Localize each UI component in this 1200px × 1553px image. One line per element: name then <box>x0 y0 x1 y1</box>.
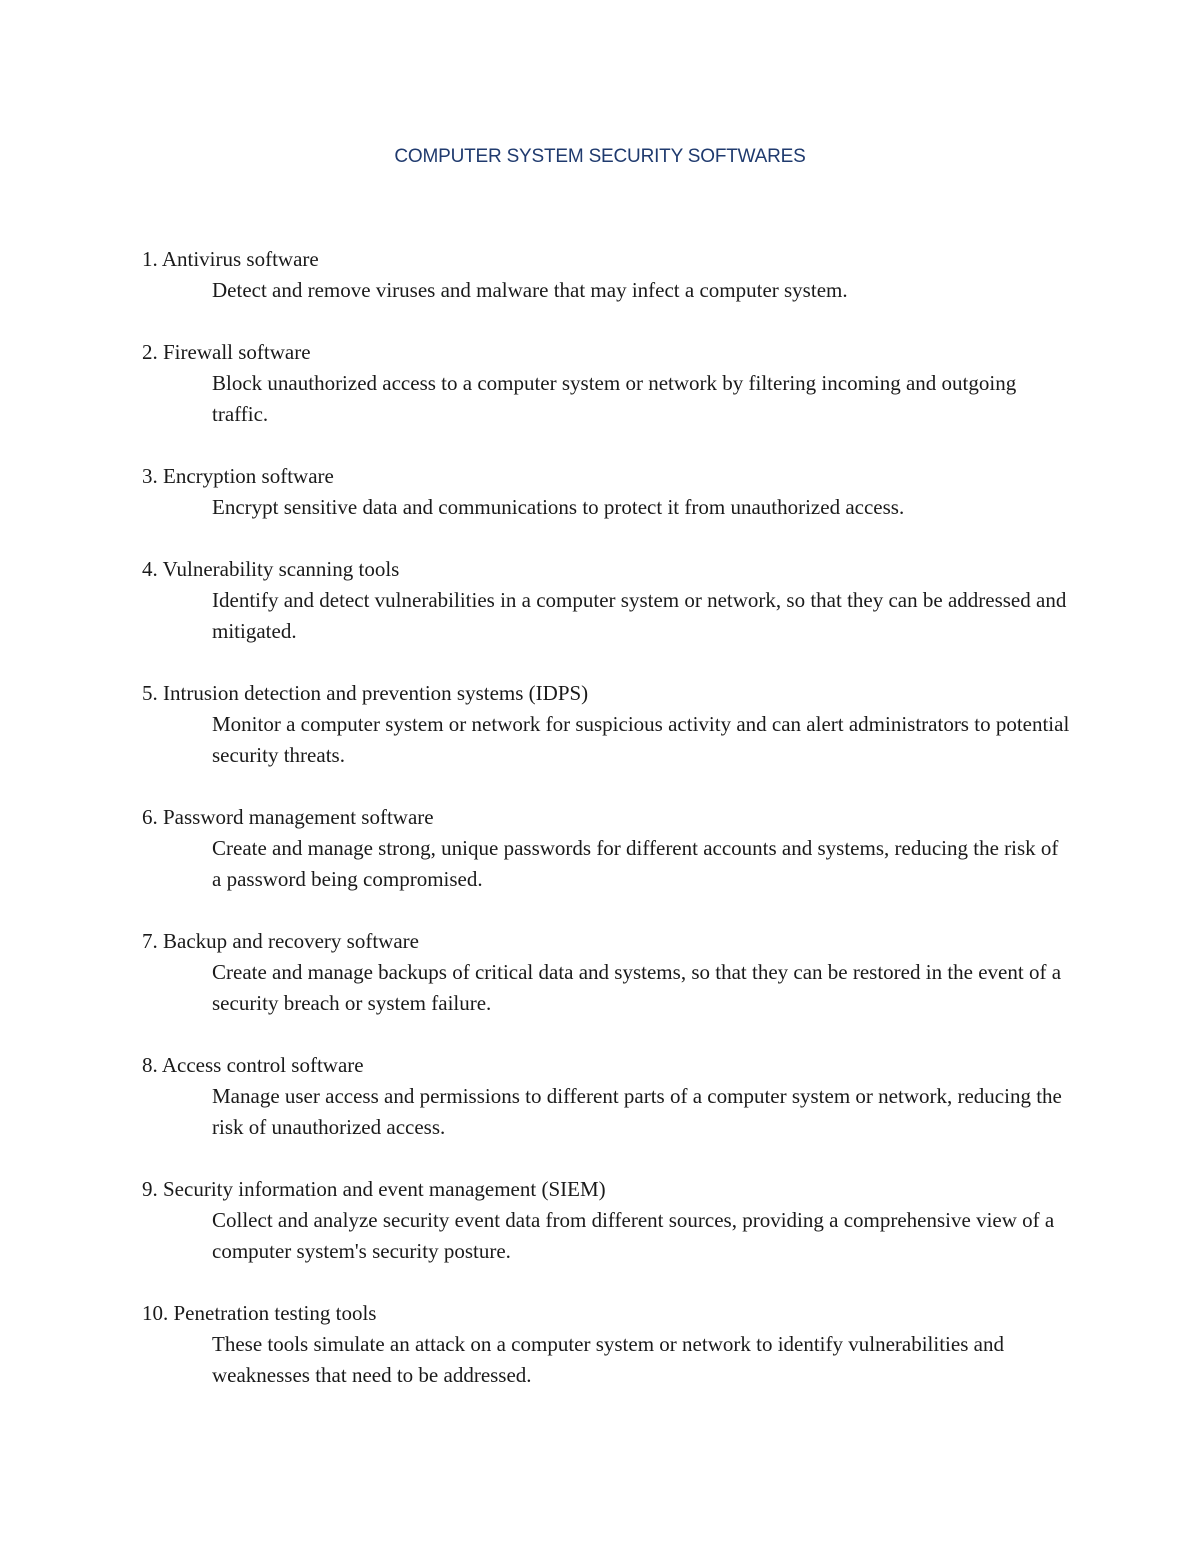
list-item-antivirus <box>142 244 1072 306</box>
list-item-backup-recovery <box>142 926 1072 1019</box>
item-description: Manage user access and permissions to different parts of a computer system or network, reducing the risk of unauthorized access. <box>212 1084 1062 1139</box>
item-description: Detect and remove viruses and malware that may infect a computer system. <box>212 278 848 302</box>
item-heading: 10. Penetration testing tools <box>142 1301 377 1325</box>
item-description: Identify and detect vulnerabilities in a computer system or network, so that they can be addressed and mitigated. <box>212 588 1067 643</box>
item-heading: 7. Backup and recovery software <box>142 929 419 953</box>
list-item-siem <box>142 1174 1072 1267</box>
item-heading: 2. Firewall software <box>142 340 311 364</box>
security-software-list <box>142 244 1072 1422</box>
list-item-idps <box>142 678 1072 771</box>
list-item-firewall <box>142 337 1072 430</box>
item-description: Monitor a computer system or network for suspicious activity and can alert administrators to potential security threats. <box>212 712 1070 767</box>
item-heading: 6. Password management software <box>142 805 434 829</box>
list-item-penetration-testing <box>142 1298 1072 1391</box>
list-item-access-control <box>142 1050 1072 1143</box>
item-description: Create and manage backups of critical data and systems, so that they can be restored in the event of a security breach or system failure. <box>212 960 1062 1015</box>
item-heading: 1. Antivirus software <box>142 247 319 271</box>
item-description: Encrypt sensitive data and communications to protect it from unauthorized access. <box>212 495 905 519</box>
document-title: COMPUTER SYSTEM SECURITY SOFTWARES <box>394 146 806 167</box>
item-heading: 5. Intrusion detection and prevention systems (IDPS) <box>142 681 589 705</box>
item-heading: 8. Access control software <box>142 1053 364 1077</box>
item-description: Create and manage strong, unique passwords for different accounts and systems, reducing the risk of a password being compromised. <box>212 836 1059 891</box>
item-description: These tools simulate an attack on a computer system or network to identify vulnerabilities and weaknesses that need to be addressed. <box>212 1332 1004 1387</box>
list-item-encryption <box>142 461 1072 523</box>
item-description: Collect and analyze security event data from different sources, providing a comprehensive view of a computer system's security posture. <box>212 1208 1055 1263</box>
list-item-password-management <box>142 802 1072 895</box>
item-heading: 4. Vulnerability scanning tools <box>142 557 400 581</box>
item-heading: 9. Security information and event management (SIEM) <box>142 1177 606 1201</box>
list-item-vulnerability-scanning <box>142 554 1072 647</box>
item-heading: 3. Encryption software <box>142 464 334 488</box>
item-description: Block unauthorized access to a computer system or network by filtering incoming and outgoing traffic. <box>212 371 1017 426</box>
